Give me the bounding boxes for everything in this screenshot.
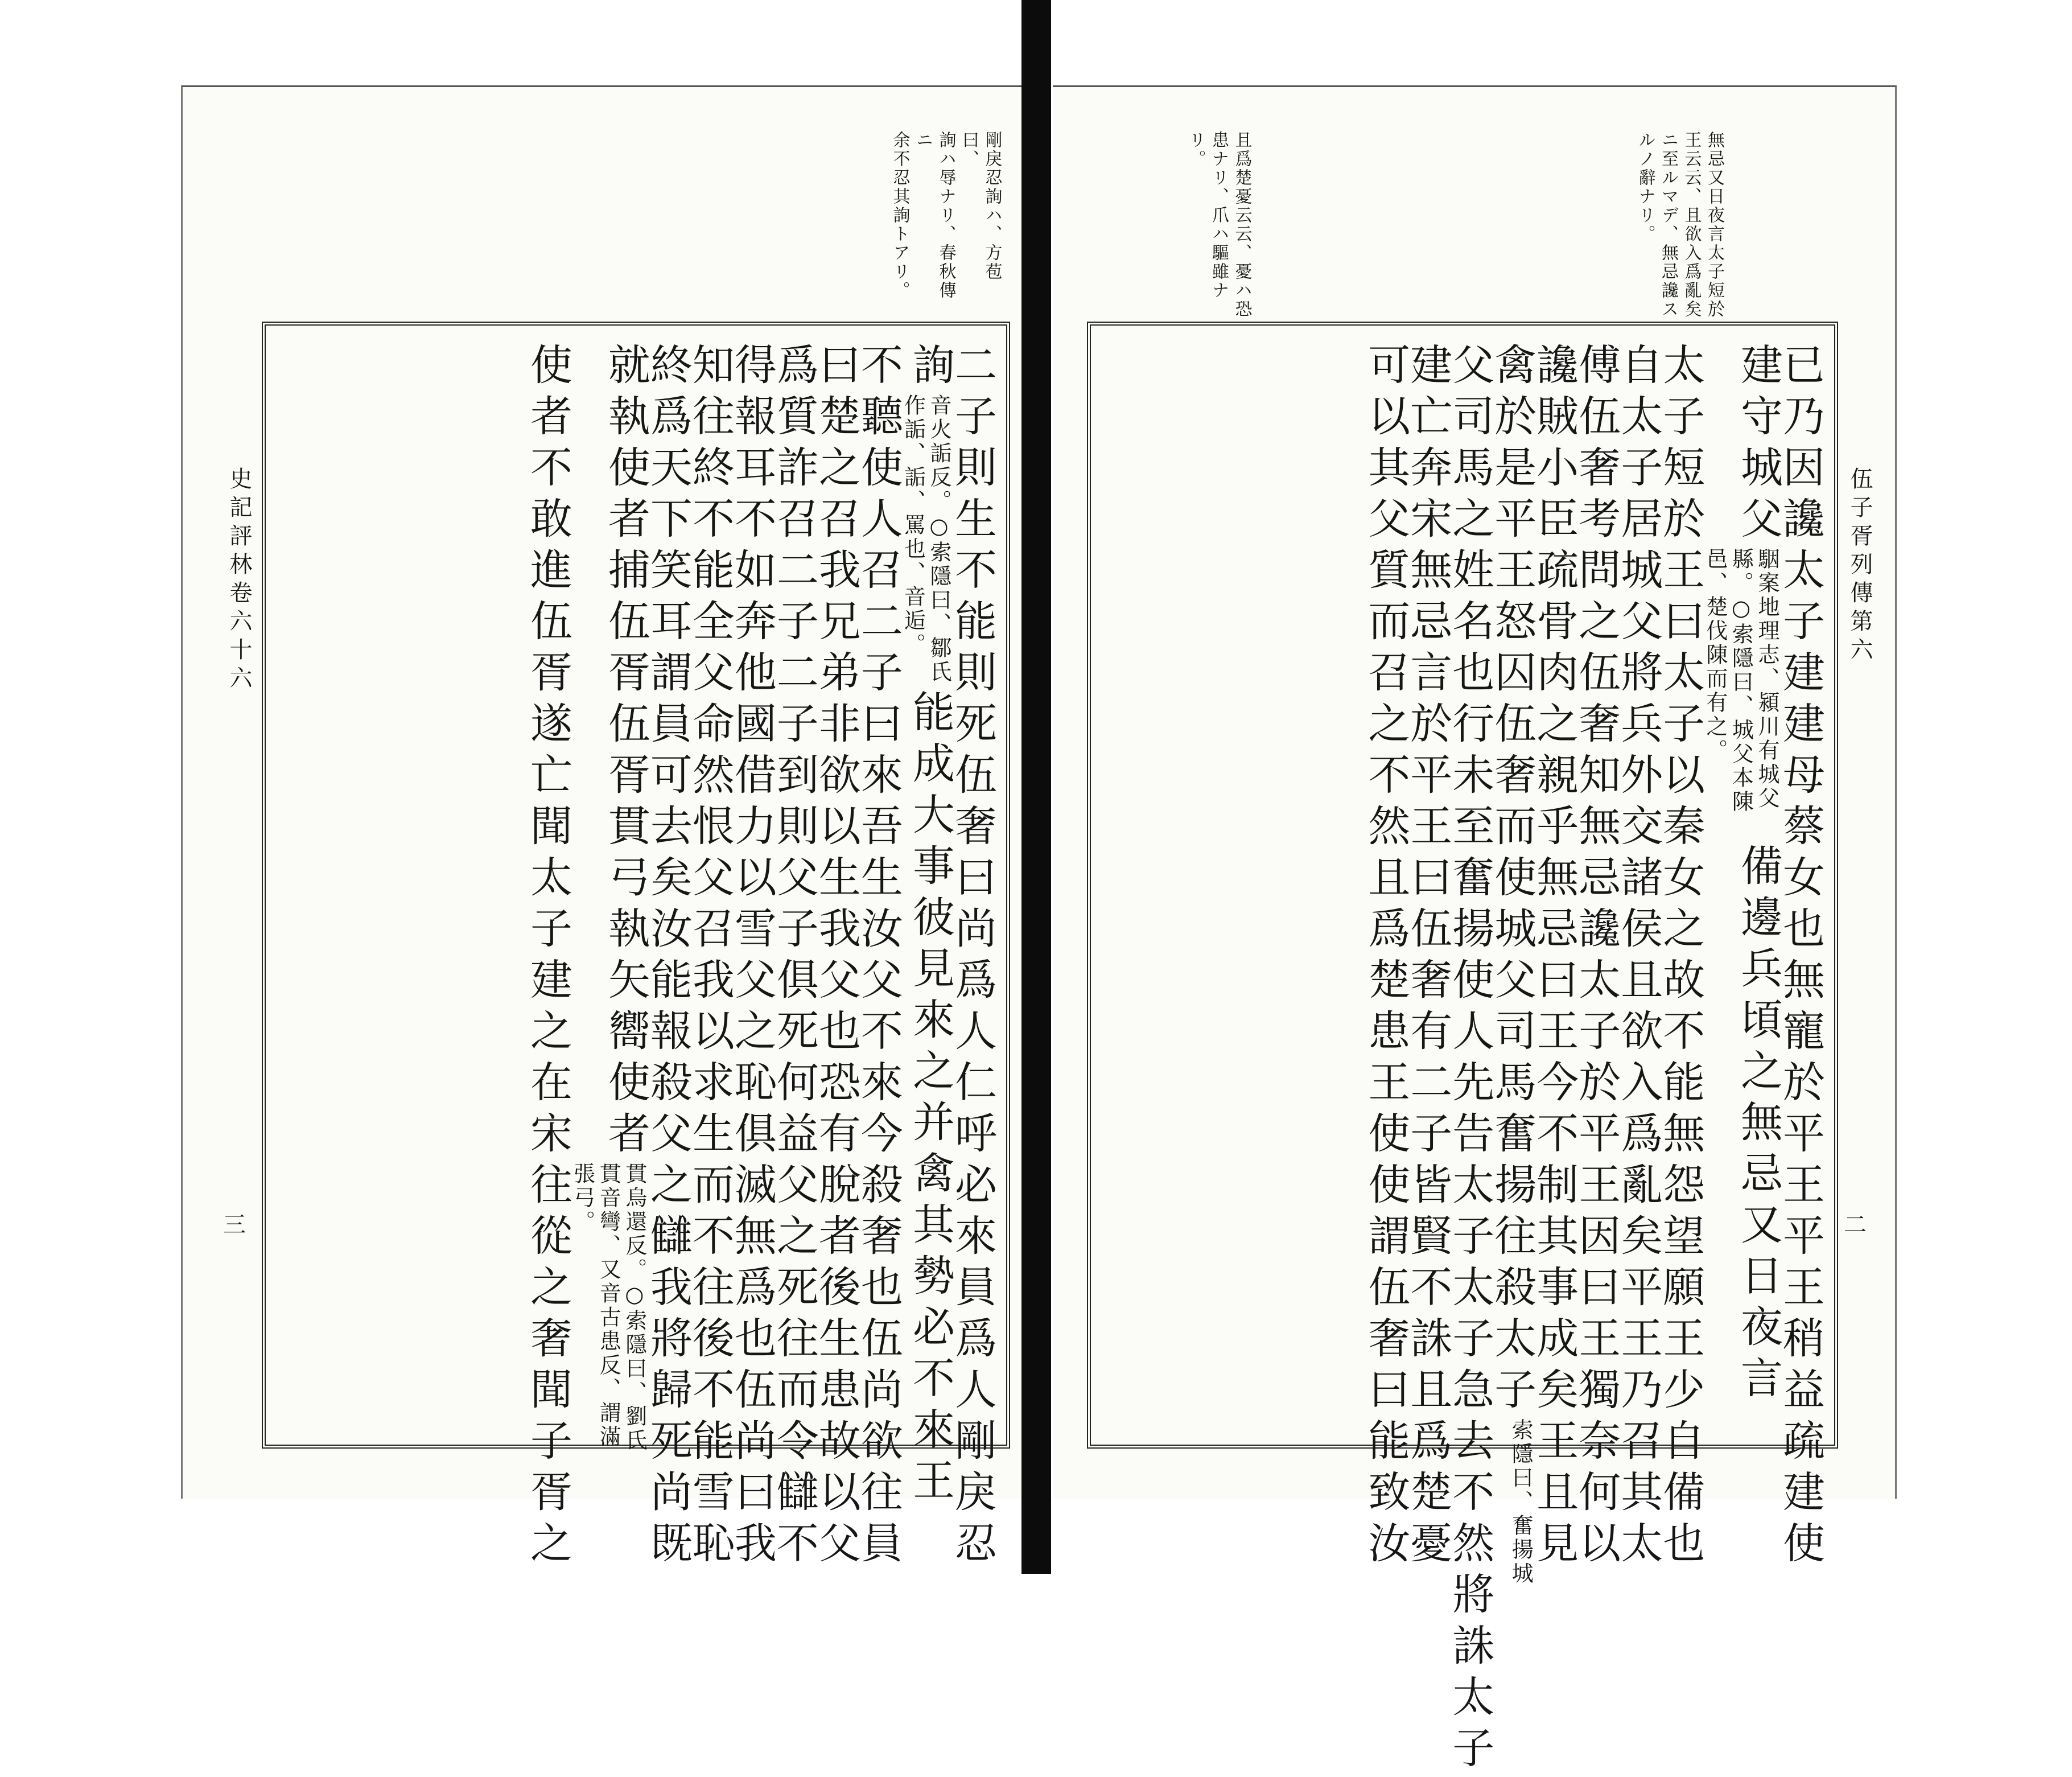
right-running-header: 伍子胥列傳第六 xyxy=(1847,467,1873,666)
commentary-note: 駰案地理志、潁川有城父縣。○索隱曰、城父本陳邑、楚伐陳而有之。 xyxy=(1702,548,1779,814)
text-column: 太子短於王曰太子以秦女之故不能無怨望願王少自備也 xyxy=(1656,343,1706,1572)
text-column: 備邊兵頃之無忌又日夜言 xyxy=(1734,844,1783,1407)
text-column xyxy=(1488,343,1537,1586)
text-column: 得報耳不如奔他國借力以雪父之恥俱滅無爲也伍尚曰我 xyxy=(727,343,777,1572)
text-column xyxy=(900,343,955,1509)
book-gutter xyxy=(1021,0,1051,1574)
text-column: 自太子居城父將兵外交諸侯且欲入爲亂矣平王乃召其太 xyxy=(1614,343,1663,1572)
text-column: 不聽使人召二子曰來吾生汝父不來今殺奢也伍尚欲往員 xyxy=(854,343,903,1572)
text-column: 可以其父質而召之不然且爲楚患王使使謂伍奢曰能致汝 xyxy=(1361,343,1411,1572)
right-text-columns xyxy=(1361,343,1825,1777)
text-column: 能成大事彼見來之并禽其勢必不來王 xyxy=(906,690,955,1509)
text-column: 曰楚之召我兄弟非欲以生我父也恐有脫者後生患故以父 xyxy=(812,343,861,1572)
text-column xyxy=(569,343,650,1453)
text-column: 二子則生不能則死伍奢曰尚爲人仁呼必來員爲人剛戾忍 xyxy=(948,343,997,1572)
commentary-note: 音火詬反。○索隱曰、鄒氏作詬、詬、罵也、音逅。 xyxy=(900,394,951,684)
text-column: 詢 xyxy=(906,343,955,394)
commentary-note: 索隱曰、奮揚城 xyxy=(1508,1418,1534,1586)
text-column xyxy=(1702,343,1783,1433)
left-text-columns xyxy=(524,343,997,1572)
right-page-number: 二 xyxy=(1844,1212,1867,1238)
right-marginal-note-2: 且爲楚憂云云、憂ハ恐 患ナリ、爪ハ驅雖ナリ。 xyxy=(1185,131,1252,319)
left-marginal-note: 剛戾忍詢ハ、方苞曰、 詢ハ辱ナリ、春秋傳ニ 余不忍其詢トアリ。 xyxy=(889,131,1002,300)
text-column: 建亡奔宋無忌言於平王曰伍奢有二子皆賢不誅且爲楚憂 xyxy=(1403,343,1453,1572)
text-column: 已乃因讒太子建建母蔡女也無寵於平王平王稍益疏建使 xyxy=(1776,343,1825,1572)
left-running-header: 史記評林卷六十六 xyxy=(226,467,252,694)
text-column: 讒賊小臣疏骨肉之親乎無忌曰王今不制其事成矣王且見 xyxy=(1530,343,1579,1572)
right-marginal-note-1: 無忌又日夜言太子短於 王云云、且欲入爲亂矣 ニ至ルマデ、無忌讒ス ルノ辭ナリ。 xyxy=(1635,131,1724,319)
text-column: 父司馬之姓名也行未至奮揚使人先告太子太子急去不然將誅太子 xyxy=(1445,343,1495,1777)
text-column: 爲質詐召二子二子到則父子俱死何益父之死往而令讎不 xyxy=(769,343,819,1572)
text-column: 終爲天下笑耳謂員可去矣汝能報殺父之讎我將歸死尚既 xyxy=(643,343,693,1572)
text-column: 禽於是平王怒囚伍奢而使城父司馬奮揚往殺太子 xyxy=(1488,343,1537,1418)
right-text-frame xyxy=(1087,322,1838,1777)
left-text-frame xyxy=(262,322,1010,1572)
text-column: 傅伍奢考問之伍奢知無忌讒太子於平王因曰王獨奈何以 xyxy=(1572,343,1621,1572)
text-column: 使者不敢進伍胥遂亡聞太子建之在宋往從之奢聞子胥之 xyxy=(524,343,573,1572)
text-column: 知往終不能全父命然恨父召我以求生而不往後不能雪恥 xyxy=(685,343,735,1572)
commentary-note: 貫烏還反。○索隱曰、劉氏貫音彎、又音古患反、謂滿張弓。 xyxy=(570,1162,647,1453)
text-column: 建守城父 xyxy=(1734,343,1783,548)
left-page-number: 三 xyxy=(223,1212,246,1238)
text-column: 就執使者捕伍胥伍胥貫弓執矢嚮使者 xyxy=(601,343,650,1162)
